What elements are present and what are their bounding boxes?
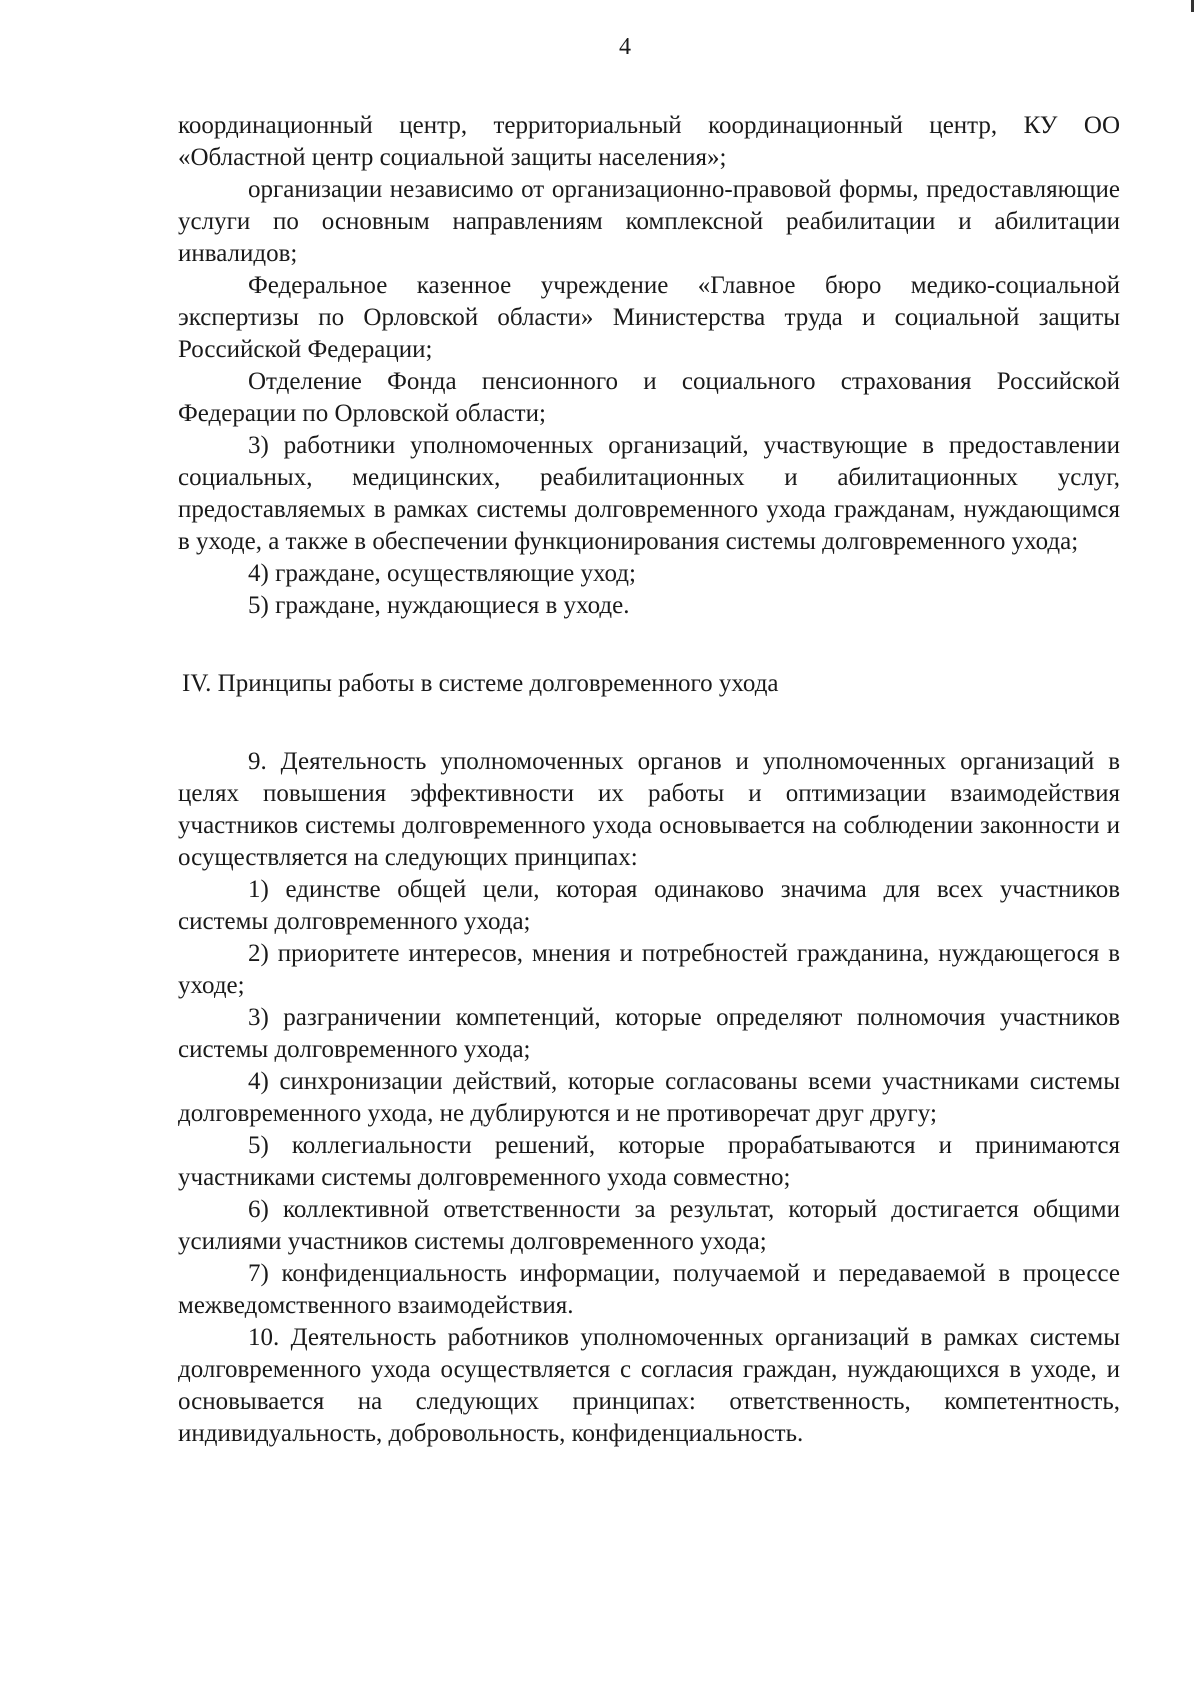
principle-3: 3) разграничении компетенций, которые определяют полномочия участников системы долговременного ухода; (178, 1004, 1120, 1063)
paragraph-medical-social-bureau: Федеральное казенное учреждение «Главное бюро медико-социальной экспертизы по Орловской области» Министерства труда и социальной защиты Российской Федерации; (178, 272, 1120, 363)
principle-5: 5) коллегиальности решений, которые прорабатываются и принимаются участниками системы долговременного ухода совместно; (178, 1132, 1120, 1191)
document-body (178, 110, 1120, 1450)
paragraph-item-4: 4) граждане, осуществляющие уход; (248, 560, 636, 587)
principle-4: 4) синхронизации действий, которые согласованы всеми участниками системы долговременного ухода, не дублируются и не противоречат друг другу; (178, 1068, 1120, 1127)
principle-7: 7) конфиденциальность информации, получаемой и передаваемой в процессе межведомственного взаимодействия. (178, 1260, 1120, 1319)
section-heading: IV. Принципы работы в системе долговременного ухода (182, 670, 779, 697)
scan-edge-mark (1191, 0, 1194, 12)
paragraph-item-3: 3) работники уполномоченных организаций, участвующие в предоставлении социальных, медицинских, реабилитационных и абилитационных услуг, предоставляемых в рамках системы долговременного ухода гражданам, нуждающимся в уходе, а также в обеспечении функционирования системы долговременного ухода; (178, 432, 1120, 555)
paragraph-9: 9. Деятельность уполномоченных органов и уполномоченных организаций в целях повышения эффективности их работы и оптимизации взаимодействия участников системы долговременного ухода основывается на соблюдении законности и осуществляется на следующих принципах: (178, 748, 1120, 871)
paragraph-item-5: 5) граждане, нуждающиеся в уходе. (248, 592, 630, 619)
principle-2: 2) приоритете интересов, мнения и потребностей гражданина, нуждающегося в уходе; (178, 940, 1120, 999)
principle-1: 1) единстве общей цели, которая одинаково значима для всех участников системы долговременного ухода; (178, 876, 1120, 935)
paragraph-pension-fund: Отделение Фонда пенсионного и социального страхования Российской Федерации по Орловской области; (178, 368, 1120, 427)
paragraph-organizations: организации независимо от организационно-правовой формы, предоставляющие услуги по основным направлениям комплексной реабилитации и абилитации инвалидов; (178, 176, 1120, 267)
paragraph-10: 10. Деятельность работников уполномоченных организаций в рамках системы долговременного ухода осуществляется с согласия граждан, нуждающихся в уходе, и основывается на следующих принципах: ответственность, компетентность, индивидуальность, добровольность, конфиденциальность. (178, 1324, 1120, 1447)
principle-6: 6) коллективной ответственности за результат, который достигается общими усилиями участников системы долговременного ухода; (178, 1196, 1120, 1255)
page-number: 4 (619, 34, 631, 60)
paragraph-coordination-center: координационный центр, территориальный координационный центр, КУ ОО «Областной центр социальной защиты населения»; (178, 112, 1120, 171)
